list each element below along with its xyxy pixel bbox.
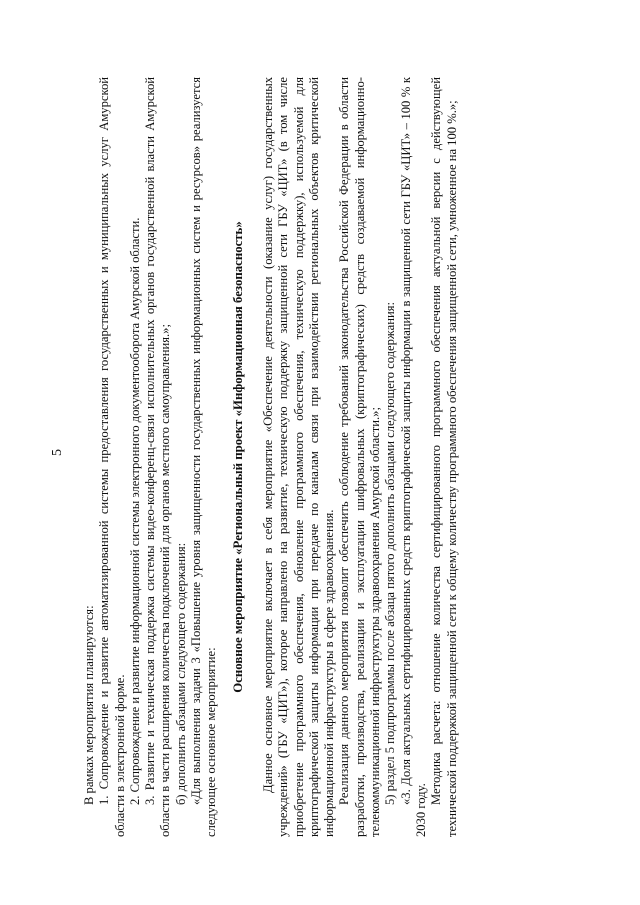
section-heading: Основное мероприятие «Региональный проект «Информационная безопасность»	[230, 221, 245, 693]
paragraph-intro: В рамках мероприятия планируются:	[82, 605, 96, 805]
paragraph-item-1: 1. Сопровождение и развитие автоматизированной системы предоставления государственных и муниципальных услуг Амурской области в электронной форме.	[97, 77, 127, 837]
paragraph-amendment-5: 5) раздел 5 подпрограммы после абзаца пятого дополнить абзацами следующего содержания:	[383, 302, 398, 805]
paragraph-indicator-3: «3. Доля актуальных сертифицированных средств криптографической защиты информации в защищенной сети ГБУ «ЦИТ» – 100 % к 2030 году.	[398, 77, 428, 837]
paragraph-implementation: Реализация данного мероприятия позволит обеспечить соблюдение требований законодательства Российской Федерации в области разработки, производства, реализации и эксплуатации шифровальных (криптографических) средств создаваемой информационно-телекоммуникационной инфраструктуры здравоохранения Амурской области.»;	[337, 77, 383, 837]
page-number: 5	[50, 449, 65, 456]
paragraph-amendment-b: б) дополнить абзацами следующего содержания:	[173, 542, 188, 805]
paragraph-measure-description: Данное основное мероприятие включает в себя мероприятие «Обеспечение деятельности (оказание услуг) государственных учреждений» (ГБУ «ЦИТ»), которое направлено на развитие, техническую поддержку защищенной сети ГБУ «ЦИТ» (в том числе приобретение программного обеспечения, обновление программного обеспечения, техническую поддержку), используемой для криптографической защиты информации при передаче по каналам связи при взаимодействии региональных объектов критической информационной инфраструктуры в сфере здравоохранения.	[260, 77, 337, 837]
paragraph-item-2: 2. Сопровождение и развитие информационной системы электронного документооборота Амурской области.	[127, 217, 142, 805]
paragraph-item-3: 3. Развитие и техническая поддержка системы видео-конференц-связи исполнительных органов государственной власти Амурской области в части расширения количества подключений для органов местного самоуправления.»;	[143, 77, 173, 837]
paragraph-methodology: Методика расчета: отношение количества сертифицированного программного обеспечения актуальной версии с действующей технической поддержкой защищенной сети к общему количеству программного обеспечения защищенной сети, умноженное на 100 %.»;	[429, 77, 459, 837]
document-body	[82, 77, 460, 837]
paragraph-task-3: «Для выполнения задачи 3 «Повышение уровня защищенности государственных информационных систем и ресурсов» реализуется следующее основное мероприятие:	[189, 77, 219, 837]
